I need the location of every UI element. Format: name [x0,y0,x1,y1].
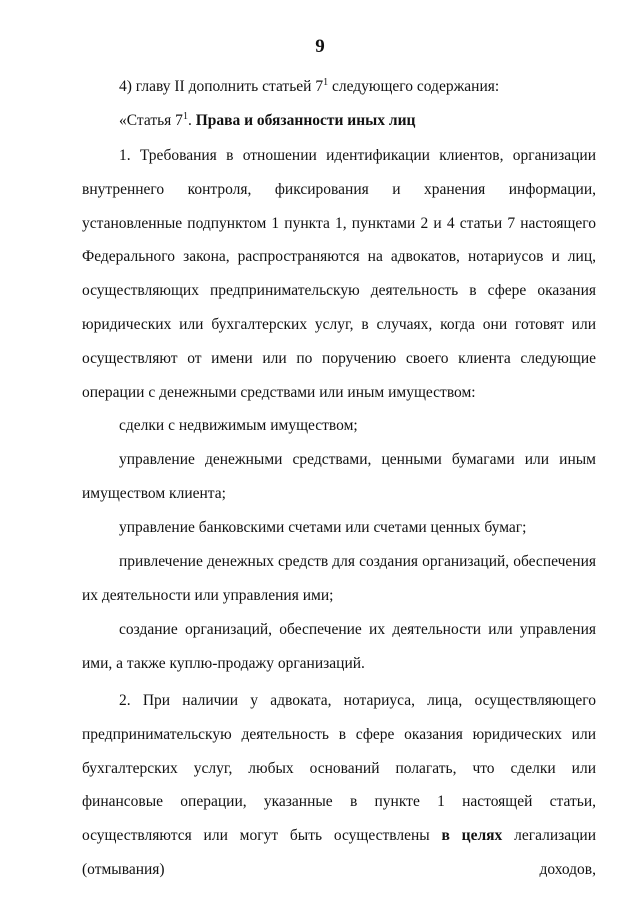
paragraph-2-bold: в целях [441,827,503,845]
paragraph-2-text-end: легализации (отмывания) доходов, [82,827,596,878]
list-item: привлечение денежных средств для создания организаций, обеспечения их деятельности или управления ими; [82,553,596,604]
article-dot: . [187,112,192,129]
intro-text-end: следующего содержания: [328,78,500,95]
intro-text: 4) главу II дополнить статьей 7 [119,78,324,95]
intro-superscript: 1 [323,77,329,88]
list-item: сделки с недвижимым имуществом; [119,417,358,434]
list-item: управление денежными средствами, ценными бумагами или иным имуществом клиента; [82,451,596,502]
paragraph-2 [82,684,596,887]
intro-line [82,70,596,104]
paragraph-1: 1. Требования в отношении идентификации клиентов, организации внутреннего контроля, фиксирования и хранения информации, установленные подпунктом 1 пункта 1, пунктами 2 и 4 статьи 7 настоящего Федерального закона, распространяются на адвокатов, нотариусов и лиц, осуществляющих предпринимательскую деятельность в сфере оказания юридических или бухгалтерских услуг, в случаях, когда они готовят или осуществляют от имени или по поручению своего клиента следующие операции с денежными средствами или иным имуществом: [82,147,596,401]
article-superscript: 1 [182,111,188,122]
article-number: «Статья 7 [119,112,183,129]
list-item: управление банковскими счетами или счетами ценных бумаг; [119,519,527,536]
article-heading [82,104,596,138]
article-title: Права и обязанности иных лиц [191,112,416,129]
list-item: создание организаций, обеспечение их деятельности или управления ими, а также куплю-продажу организаций. [82,621,596,672]
page-number: 9 [315,36,325,57]
paragraph-2-text: 2. При наличии у адвоката, нотариуса, лица, осуществляющего предпринимательскую деятельность в сфере оказания юридических или бухгалтерских услуг, любых оснований полагать, что сделки или финансовые операции, указанные в пункте 1 настоящей статьи, осуществляются или могут быть осуществлены [82,692,596,845]
